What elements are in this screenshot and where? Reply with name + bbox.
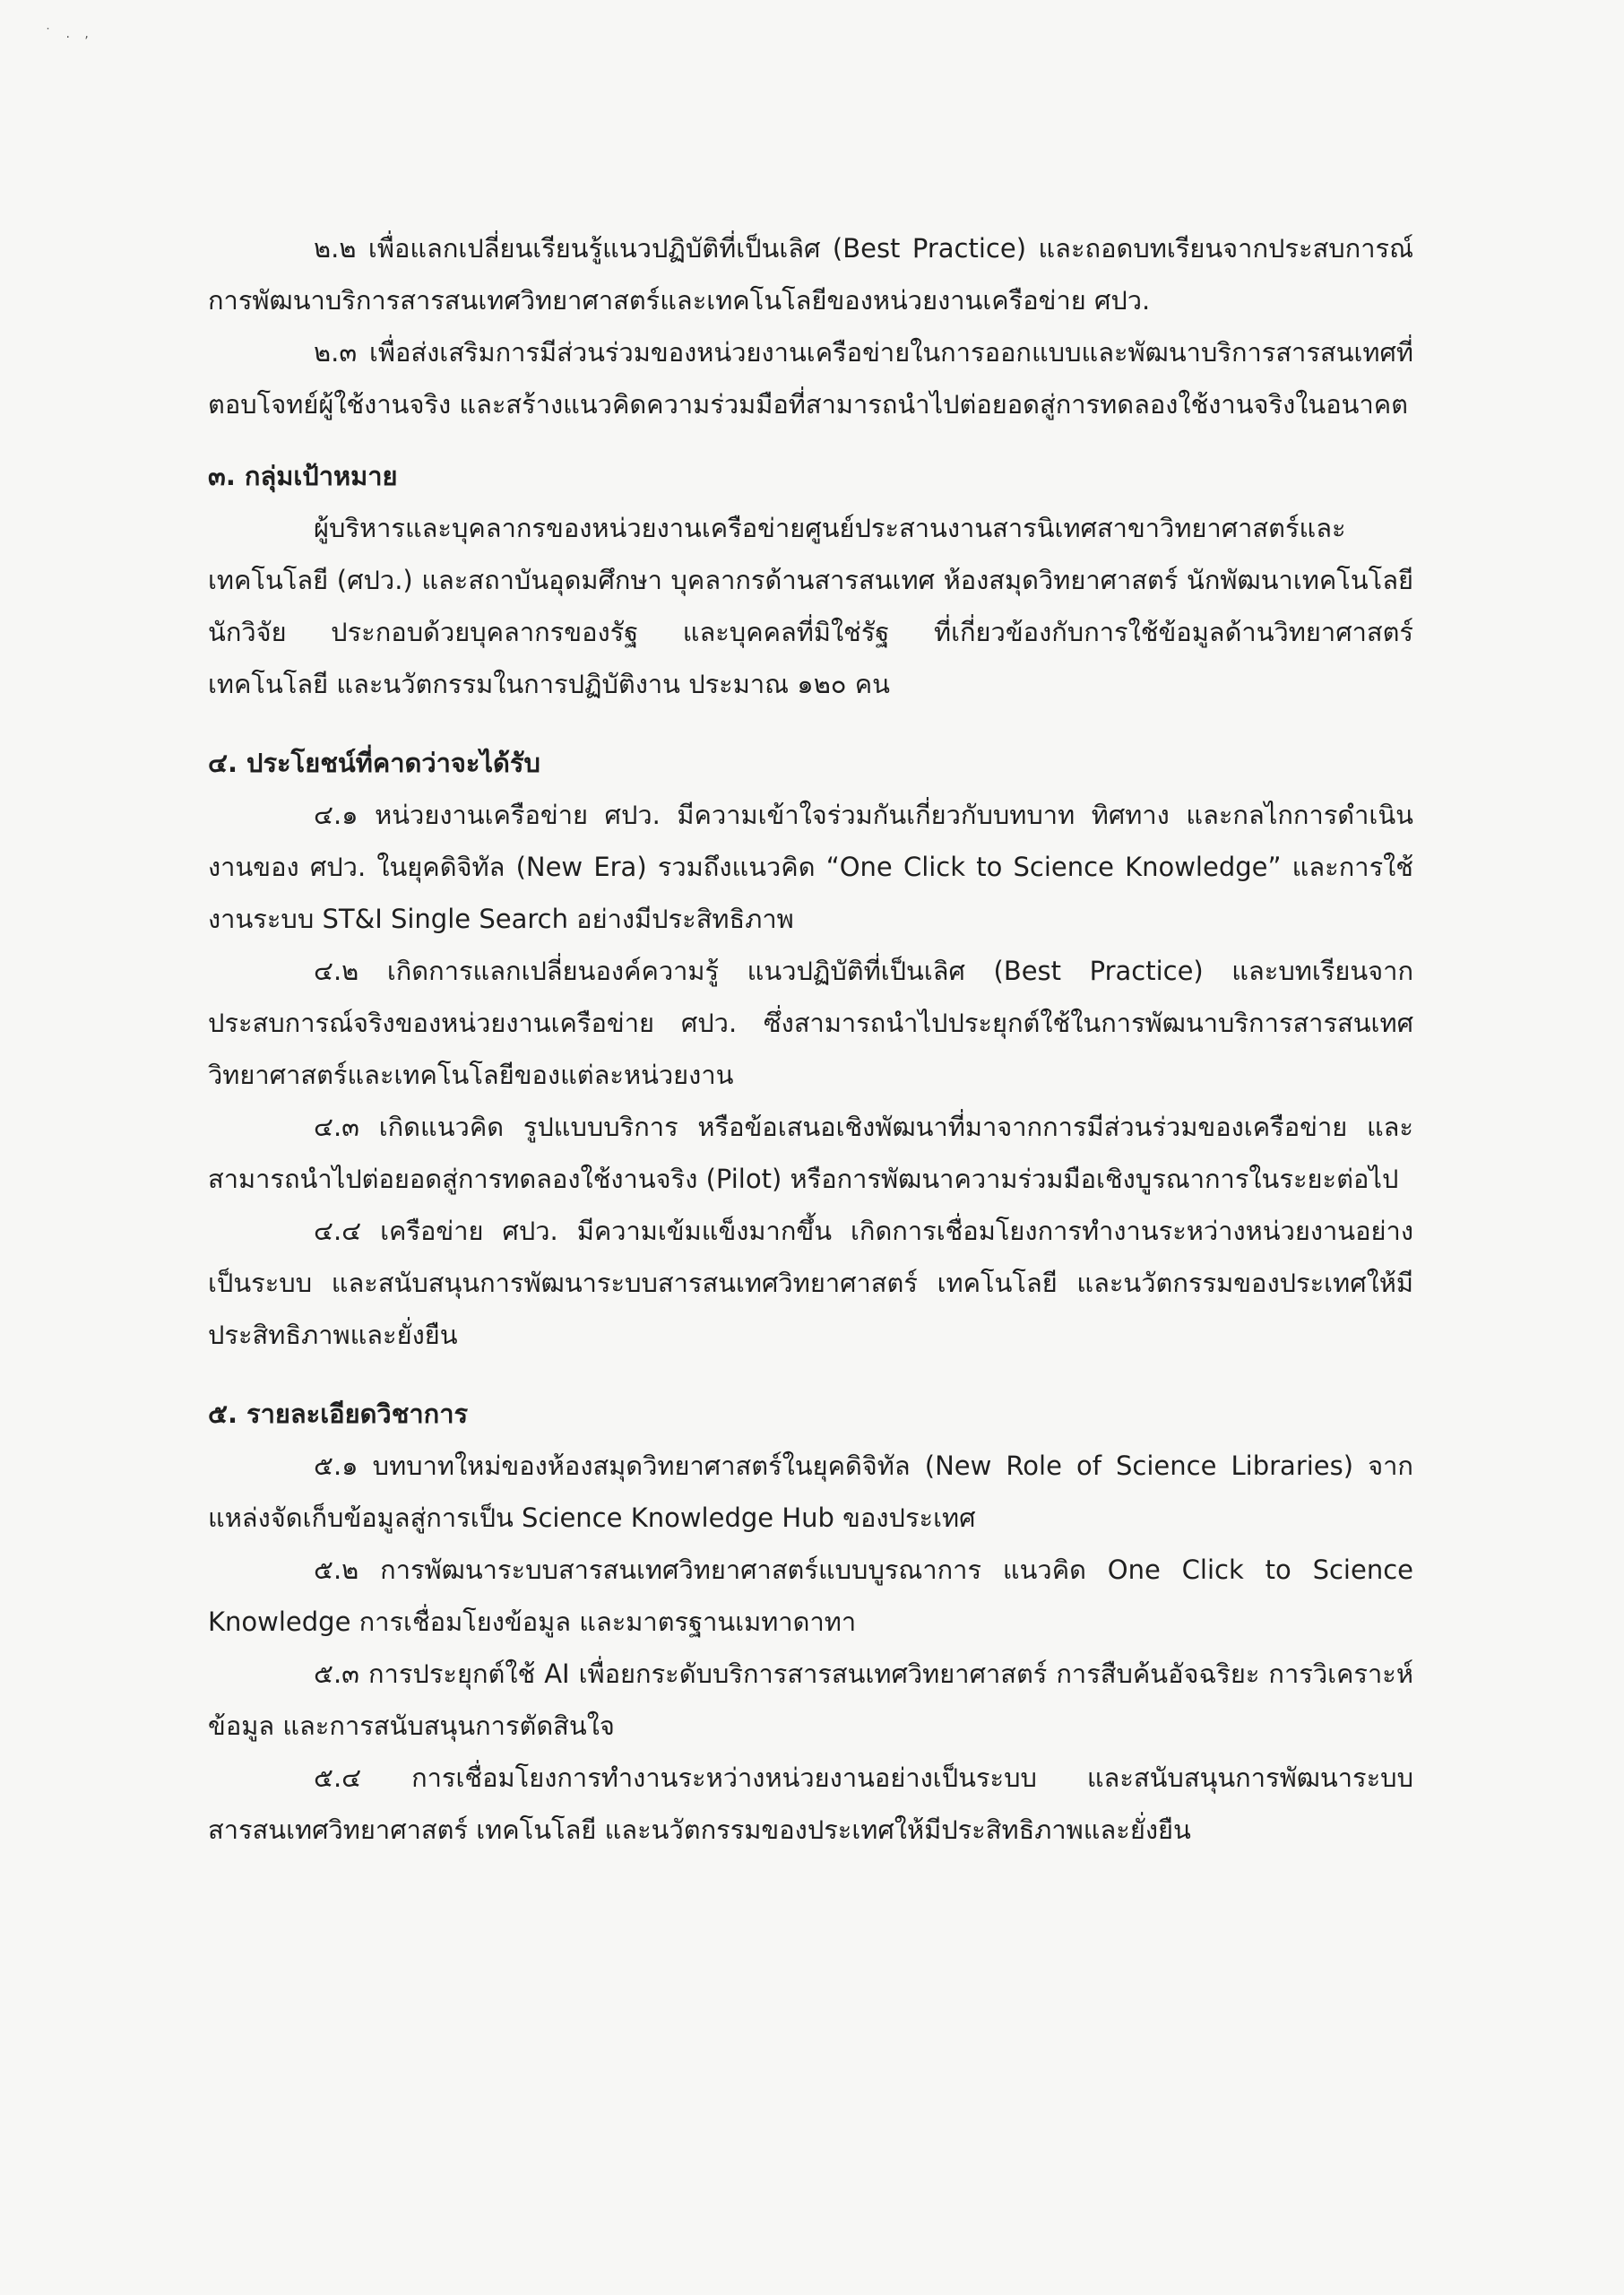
document-body — [208, 222, 1413, 1856]
detail-5-4: ๕.๔ การเชื่อมโยงการทำงานระหว่างหน่วยงานอย่างเป็นระบบ และสนับสนุนการพัฒนาระบบสารสนเทศวิทยาศาสตร์ เทคโนโลยี และนวัตกรรมของประเทศให้มีประสิทธิภาพและยั่งยืน — [208, 1762, 1413, 1845]
benefit-4-2: ๔.๒ เกิดการแลกเปลี่ยนองค์ความรู้ แนวปฏิบัติที่เป็นเลิศ (Best Practice) และบทเรียนจากประสบการณ์จริงของหน่วยงานเครือข่าย ศปว. ซึ่งสามารถนำไปประยุกต์ใช้ในการพัฒนาบริการสารสนเทศวิทยาศาสตร์และเทคโนโลยีของแต่ละหน่วยงาน — [208, 956, 1413, 1090]
detail-5-3: ๕.๓ การประยุกต์ใช้ AI เพื่อยกระดับบริการสารสนเทศวิทยาศาสตร์ การสืบค้นอัจฉริยะ การวิเคราะห์ข้อมูล และการสนับสนุนการตัดสินใจ — [208, 1658, 1413, 1741]
detail-5-2: ๕.๒ การพัฒนาระบบสารสนเทศวิทยาศาสตร์แบบบูรณาการ แนวคิด One Click to Science Knowledge การเชื่อมโยงข้อมูล และมาตรฐานเมทาดาทา — [208, 1555, 1413, 1637]
section-5-heading: ๕. รายละเอียดวิชาการ — [208, 1399, 469, 1429]
section-4-heading: ๔. ประโยชน์ที่คาดว่าจะได้รับ — [208, 748, 540, 778]
objective-2-2: ๒.๒ เพื่อแลกเปลี่ยนเรียนรู้แนวปฏิบัติที่เป็นเลิศ (Best Practice) และถอดบทเรียนจากประสบการณ์การพัฒนาบริการสารสนเทศวิทยาศาสตร์และเทคโนโลยีของหน่วยงานเครือข่าย ศปว. — [208, 233, 1413, 316]
benefit-4-1: ๔.๑ หน่วยงานเครือข่าย ศปว. มีความเข้าใจร่วมกันเกี่ยวกับบทบาท ทิศทาง และกลไกการดำเนินงานของ ศปว. ในยุคดิจิทัล (New Era) รวมถึงแนวคิด “One Click to Science Knowledge” และการใช้งานระบบ ST&I Single Search อย่างมีประสิทธิภาพ — [208, 800, 1413, 934]
detail-5-1: ๕.๑ บทบาทใหม่ของห้องสมุดวิทยาศาสตร์ในยุคดิจิทัล (New Role of Science Libraries) จากแหล่งจัดเก็บข้อมูลสู่การเป็น Science Knowledge Hub ของประเทศ — [208, 1451, 1413, 1533]
objective-2-3: ๒.๓ เพื่อส่งเสริมการมีส่วนร่วมของหน่วยงานเครือข่ายในการออกแบบและพัฒนาบริการสารสนเทศที่ตอบโจทย์ผู้ใช้งานจริง และสร้างแนวคิดความร่วมมือที่สามารถนำไปต่อยอดสู่การทดลองใช้งานจริงในอนาคต — [208, 337, 1413, 420]
target-group-paragraph: ผู้บริหารและบุคลากรของหน่วยงานเครือข่ายศูนย์ประสานงานสารนิเทศสาขาวิทยาศาสตร์และเทคโนโลยี (ศปว.) และสถาบันอุดมศึกษา บุคลากรด้านสารสนเทศ ห้องสมุดวิทยาศาสตร์ นักพัฒนาเทคโนโลยี นักวิจัย ประกอบด้วยบุคลากรของรัฐ และบุคคลที่มิใช่รัฐ ที่เกี่ยวข้องกับการใช้ข้อมูลด้านวิทยาศาสตร์ เทคโนโลยี และนวัตกรรมในการปฏิบัติงาน ประมาณ ๑๒๐ คน — [208, 513, 1413, 699]
section-3-heading: ๓. กลุ่มเป้าหมาย — [208, 461, 398, 491]
benefit-4-4: ๔.๔ เครือข่าย ศปว. มีความเข้มแข็งมากขึ้น เกิดการเชื่อมโยงการทำงานระหว่างหน่วยงานอย่างเป็นระบบ และสนับสนุนการพัฒนาระบบสารสนเทศวิทยาศาสตร์ เทคโนโลยี และนวัตกรรมของประเทศให้มีประสิทธิภาพและยั่งยืน — [208, 1216, 1413, 1350]
benefit-4-3: ๔.๓ เกิดแนวคิด รูปแบบบริการ หรือข้อเสนอเชิงพัฒนาที่มาจากการมีส่วนร่วมของเครือข่าย และสามารถนำไปต่อยอดสู่การทดลองใช้งานจริง (Pilot) หรือการพัฒนาความร่วมมือเชิงบูรณาการในระยะต่อไป — [208, 1112, 1413, 1194]
scan-specks: ˙ . , — [45, 27, 94, 41]
